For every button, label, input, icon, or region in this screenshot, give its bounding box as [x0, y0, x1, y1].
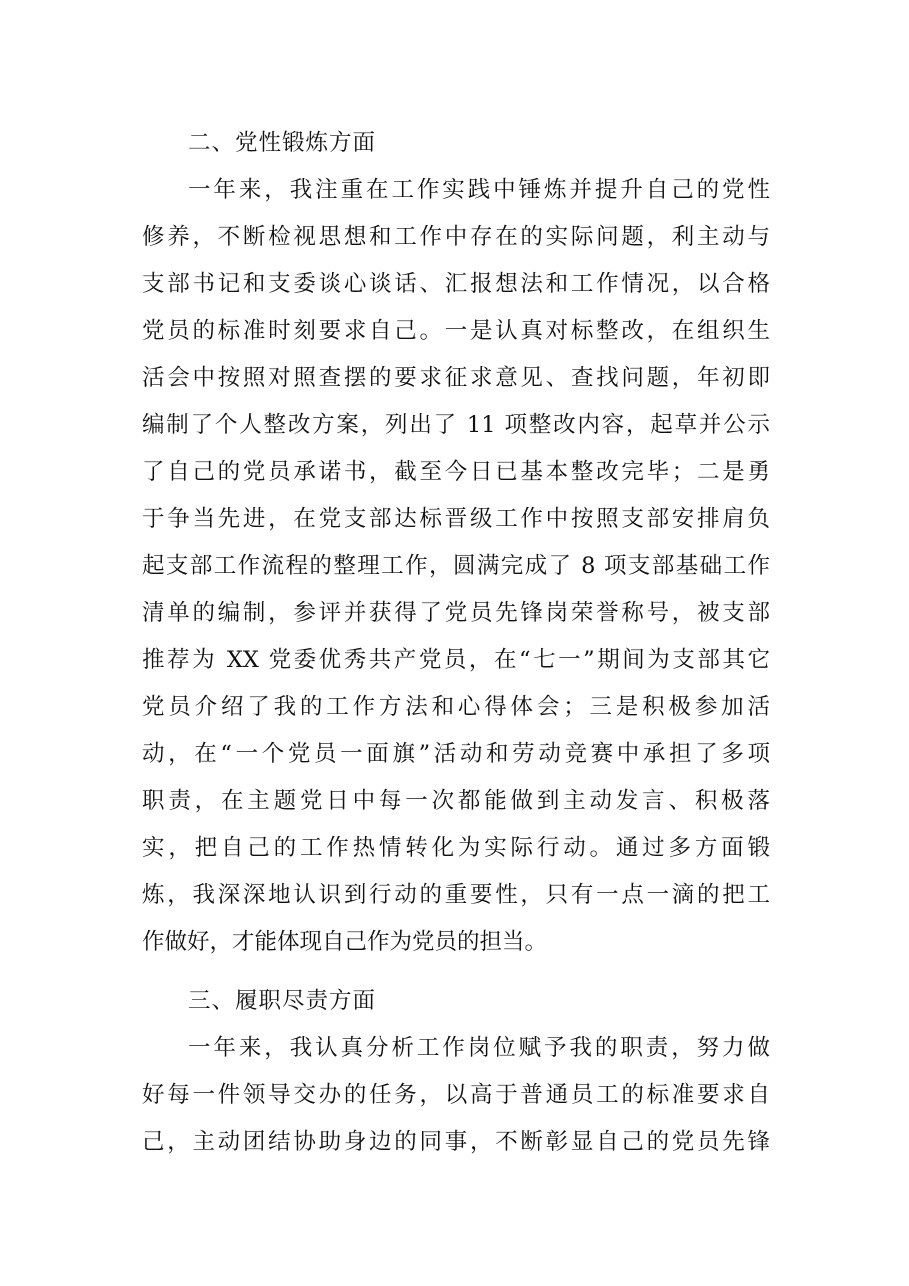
paragraph-line: 修养，不断检视思想和工作中存在的实际问题，利主动与: [142, 224, 770, 250]
paragraph-line: 动，在“一个党员一面旗”活动和劳动竞赛中承担了多项: [142, 741, 770, 767]
paragraph-line: 支部书记和支委谈心谈话、汇报想法和工作情况，以合格: [142, 271, 770, 297]
section-heading-party-training: 二、党性锻炼方面: [188, 130, 377, 156]
paragraph-line: 好每一件领导交办的任务，以高于普通员工的标准要求自: [142, 1082, 770, 1108]
paragraph-line: 活会中按照对照查摆的要求征求意见、查找问题，年初即: [142, 365, 770, 391]
paragraph-line: 编制了个人整改方案，列出了 11 项整改内容，起草并公示: [142, 412, 770, 438]
paragraph-line: 推荐为 XX 党委优秀共产党员，在“七一”期间为支部其它: [142, 647, 770, 673]
paragraph-line: 起支部工作流程的整理工作，圆满完成了 8 项支部基础工作: [142, 553, 770, 579]
paragraph-line: 职责，在主题党日中每一次都能做到主动发言、积极落: [142, 788, 770, 814]
paragraph-line: 一年来，我认真分析工作岗位赋予我的职责，努力做: [188, 1035, 770, 1061]
paragraph-line: 了自己的党员承诺书，截至今日已基本整改完毕；二是勇: [142, 459, 770, 485]
paragraph-line: 一年来，我注重在工作实践中锤炼并提升自己的党性: [188, 177, 770, 203]
section-heading-duty-performance: 三、履职尽责方面: [188, 988, 377, 1014]
paragraph-line: 炼，我深深地认识到行动的重要性，只有一点一滴的把工: [142, 882, 770, 908]
paragraph-line: 己，主动团结协助身边的同事，不断彰显自己的党员先锋: [142, 1129, 770, 1155]
paragraph-line: 于争当先进，在党支部达标晋级工作中按照支部安排肩负: [142, 506, 770, 532]
paragraph-line: 清单的编制，参评并获得了党员先锋岗荣誉称号，被支部: [142, 600, 770, 626]
paragraph-line: 作做好，才能体现自己作为党员的担当。: [142, 929, 548, 955]
paragraph-line: 实，把自己的工作热情转化为实际行动。通过多方面锻: [142, 835, 770, 861]
paragraph-line: 党员的标准时刻要求自己。一是认真对标整改，在组织生: [142, 318, 770, 344]
paragraph-line: 党员介绍了我的工作方法和心得体会；三是积极参加活: [142, 694, 770, 720]
